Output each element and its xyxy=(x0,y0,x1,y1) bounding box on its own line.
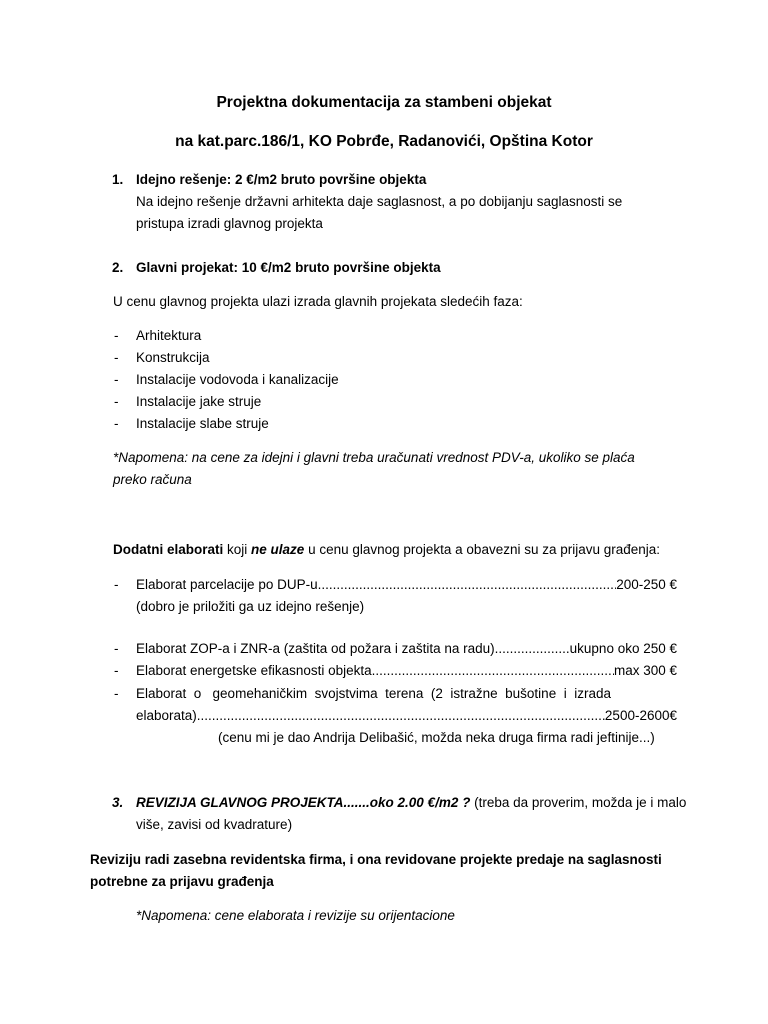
document-title-line-1: Projektna dokumentacija za stambeni objekat xyxy=(216,94,552,111)
elaborate-item-energetska xyxy=(136,660,677,682)
elaborate-price: ukupno oko 250 € xyxy=(569,641,677,656)
list-bullet: - xyxy=(114,641,119,656)
additional-lead-emphasis: ne ulaze xyxy=(251,542,305,557)
phase-item: Konstrukcija xyxy=(136,350,210,365)
elaborate-subnote: (cenu mi je dao Andrija Delibašić, možda neka druga firma radi jeftinije...) xyxy=(218,730,655,745)
list-bullet: - xyxy=(114,350,119,365)
phase-item: Instalacije jake struje xyxy=(136,394,262,409)
list-bullet: - xyxy=(114,686,119,701)
elaborate-subnote: (dobro je priložiti ga uz idejno rešenje) xyxy=(136,599,365,614)
dot-leader xyxy=(372,660,614,682)
document-title-line-2: na kat.parc.186/1, KO Pobrđe, Radanovići, Opština Kotor xyxy=(175,133,593,150)
elaborate-item-zop-znr xyxy=(136,638,677,660)
elaborate-item-parcelacija xyxy=(136,574,677,596)
revision-text-line-2: potrebne za prijavu građenja xyxy=(90,874,274,889)
section-3-heading-bold: REVIZIJA GLAVNOG PROJEKTA.......oko 2.00 €/m2 ? xyxy=(136,795,471,810)
list-bullet: - xyxy=(114,394,119,409)
additional-lead-rest: u cenu glavnog projekta a obavezni su za prijavu građenja: xyxy=(304,542,661,557)
section-1-number: 1. xyxy=(112,172,124,187)
phase-item: Arhitektura xyxy=(136,328,202,343)
section-2-intro: U cenu glavnog projekta ulazi izrada glavnih projekata sledećih faza: xyxy=(113,294,523,309)
additional-lead-mid: koji xyxy=(223,542,252,557)
pdv-note-line-2: preko računa xyxy=(113,472,192,487)
additional-lead-bold: Dodatni elaborati xyxy=(113,542,224,557)
list-bullet: - xyxy=(114,663,119,678)
elaborate-geomehanika-line-1: Elaborat o geomehaničkim svojstvima terena (2 istražne bušotine i izrada xyxy=(136,686,611,701)
section-1-text-line-2: pristupa izradi glavnog projekta xyxy=(136,216,323,231)
pdv-note-line-1: *Napomena: na cene za idejni i glavni treba uračunati vrednost PDV-a, ukoliko se plaća xyxy=(113,450,635,465)
phase-item: Instalacije vodovoda i kanalizacije xyxy=(136,372,339,387)
elaborate-price: max 300 € xyxy=(613,663,677,678)
section-3-text-line-2: više, zavisi od kvadrature) xyxy=(136,817,293,832)
list-bullet: - xyxy=(114,328,119,343)
revision-text-line-1: Reviziju radi zasebna revidentska firma, i ona revidovane projekte predaje na saglasnosti xyxy=(90,852,662,867)
phase-item: Instalacije slabe struje xyxy=(136,416,269,431)
final-note: *Napomena: cene elaborata i revizije su orijentacione xyxy=(136,908,455,923)
list-bullet: - xyxy=(114,372,119,387)
dot-leader xyxy=(318,574,617,596)
section-3-heading-rest: (treba da proverim, možda je i malo xyxy=(470,795,687,810)
elaborate-price: 200-250 € xyxy=(616,577,677,592)
dot-leader xyxy=(495,638,570,660)
elaborate-label: Elaborat parcelacije po DUP-u xyxy=(136,577,318,592)
section-2-number: 2. xyxy=(112,260,124,275)
elaborate-price: 2500-2600€ xyxy=(604,708,677,723)
list-bullet: - xyxy=(114,416,119,431)
elaborate-label: Elaborat energetske efikasnosti objekta xyxy=(136,663,372,678)
elaborate-label: elaborata) xyxy=(136,708,197,723)
dot-leader xyxy=(197,705,605,727)
section-3-heading xyxy=(136,792,686,814)
list-bullet: - xyxy=(114,577,119,592)
section-3-number: 3. xyxy=(112,795,124,810)
elaborate-item-geomehanika xyxy=(136,705,677,727)
section-1-heading: Idejno rešenje: 2 €/m2 bruto površine objekta xyxy=(136,172,427,187)
elaborate-label: Elaborat ZOP-a i ZNR-a (zaštita od požara i zaštita na radu) xyxy=(136,641,495,656)
additional-intro xyxy=(113,539,660,561)
section-1-text-line-1: Na idejno rešenje državni arhitekta daje saglasnost, a po dobijanju saglasnosti se xyxy=(136,194,623,209)
section-2-heading: Glavni projekat: 10 €/m2 bruto površine objekta xyxy=(136,260,441,275)
